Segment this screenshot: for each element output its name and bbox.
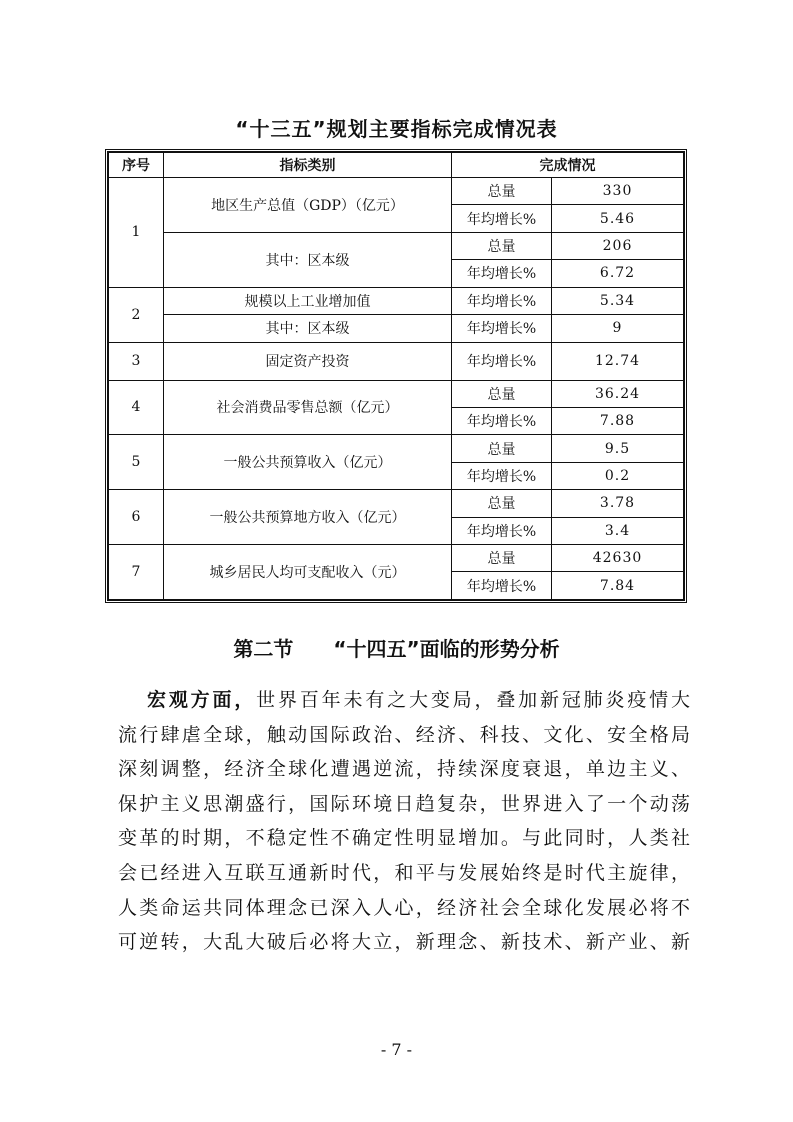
metric-label: 总量 [452, 545, 552, 572]
metric-label: 年均增长% [452, 462, 552, 489]
metric-value: 5.46 [552, 205, 684, 232]
paragraph-line: 可逆转，大乱大破后必将大立，新理念、新技术、新产业、新 [118, 931, 690, 954]
table-title: “十三五”规划主要指标完成情况表 [235, 117, 558, 141]
body-paragraph [118, 683, 690, 960]
metric-label: 年均增长% [452, 342, 552, 380]
table-row [109, 315, 684, 342]
indicator-name: 城乡居民人均可支配收入（元） [164, 545, 452, 600]
metric-value: 3.78 [552, 490, 684, 517]
indicator-table [105, 149, 687, 603]
row-index: 3 [109, 342, 164, 380]
indicator-name: 固定资产投资 [164, 342, 452, 380]
table-row [109, 380, 684, 407]
paragraph-line [118, 683, 690, 718]
table-row [109, 490, 684, 517]
metric-label: 年均增长% [452, 407, 552, 434]
paragraph-line: 会已经进入互联互通新时代，和平与发展始终是时代主旋律， [118, 861, 690, 884]
header-completion: 完成情况 [452, 153, 684, 178]
paragraph-line: 深刻调整，经济全球化遭遇逆流，持续深度衰退，单边主义、 [118, 758, 690, 781]
metric-label: 总量 [452, 435, 552, 462]
table-header-row [109, 153, 684, 178]
paragraph-line: 保护主义思潮盛行，国际环境日趋复杂，世界进入了一个动荡 [118, 792, 690, 815]
header-indicator: 指标类别 [164, 153, 452, 178]
row-index: 1 [109, 178, 164, 288]
indicator-name: 社会消费品零售总额（亿元） [164, 380, 452, 435]
indicator-name: 一般公共预算地方收入（亿元） [164, 490, 452, 545]
metric-value: 42630 [552, 545, 684, 572]
indicator-name: 一般公共预算收入（亿元） [164, 435, 452, 490]
table-row [109, 342, 684, 380]
metric-value: 36.24 [552, 380, 684, 407]
metric-label: 总量 [452, 490, 552, 517]
row-index: 4 [109, 380, 164, 435]
section-heading [0, 633, 793, 662]
table-row [109, 287, 684, 314]
paragraph-lead: 宏观方面， [147, 689, 257, 711]
header-index: 序号 [109, 153, 164, 178]
metric-label: 年均增长% [452, 517, 552, 544]
table-row [109, 178, 684, 205]
paragraph-line: 人类命运共同体理念已深入人心，经济社会全球化发展必将不 [118, 896, 690, 919]
metric-label: 年均增长% [452, 315, 552, 342]
metric-value: 7.84 [552, 572, 684, 600]
metric-value: 7.88 [552, 407, 684, 434]
metric-label: 年均增长% [452, 572, 552, 600]
section-title: “十四五”面临的形势分析 [333, 637, 560, 661]
metric-value: 5.34 [552, 287, 684, 314]
metric-value: 12.74 [552, 342, 684, 380]
paragraph-text: 世界百年未有之大变局，叠加新冠肺炎疫情大 [256, 689, 690, 711]
metric-label: 年均增长% [452, 260, 552, 287]
row-index: 2 [109, 287, 164, 342]
metric-label: 年均增长% [452, 205, 552, 232]
metric-label: 总量 [452, 232, 552, 259]
metric-value: 9.5 [552, 435, 684, 462]
metric-label: 年均增长% [452, 287, 552, 314]
section-number: 第二节 [233, 637, 294, 661]
table-row [109, 435, 684, 462]
metric-label: 总量 [452, 178, 552, 205]
table-row [109, 545, 684, 572]
metric-value: 206 [552, 232, 684, 259]
indicator-name: 其中：区本级 [164, 315, 452, 342]
metric-label: 总量 [452, 380, 552, 407]
metric-value: 0.2 [552, 462, 684, 489]
indicator-name: 其中：区本级 [164, 232, 452, 287]
metric-value: 9 [552, 315, 684, 342]
metric-value: 330 [552, 178, 684, 205]
table-row [109, 232, 684, 259]
row-index: 5 [109, 435, 164, 490]
metric-value: 3.4 [552, 517, 684, 544]
row-index: 6 [109, 490, 164, 545]
indicator-name: 规模以上工业增加值 [164, 287, 452, 314]
page-number: - 7 - [380, 1040, 413, 1059]
paragraph-line: 变革的时期，不稳定性不确定性明显增加。与此同时，人类社 [118, 827, 690, 850]
indicator-name: 地区生产总值（GDP）（亿元） [164, 178, 452, 233]
row-index: 7 [109, 545, 164, 600]
metric-value: 6.72 [552, 260, 684, 287]
paragraph-line: 流行肆虐全球，触动国际政治、经济、科技、文化、安全格局 [118, 723, 690, 746]
